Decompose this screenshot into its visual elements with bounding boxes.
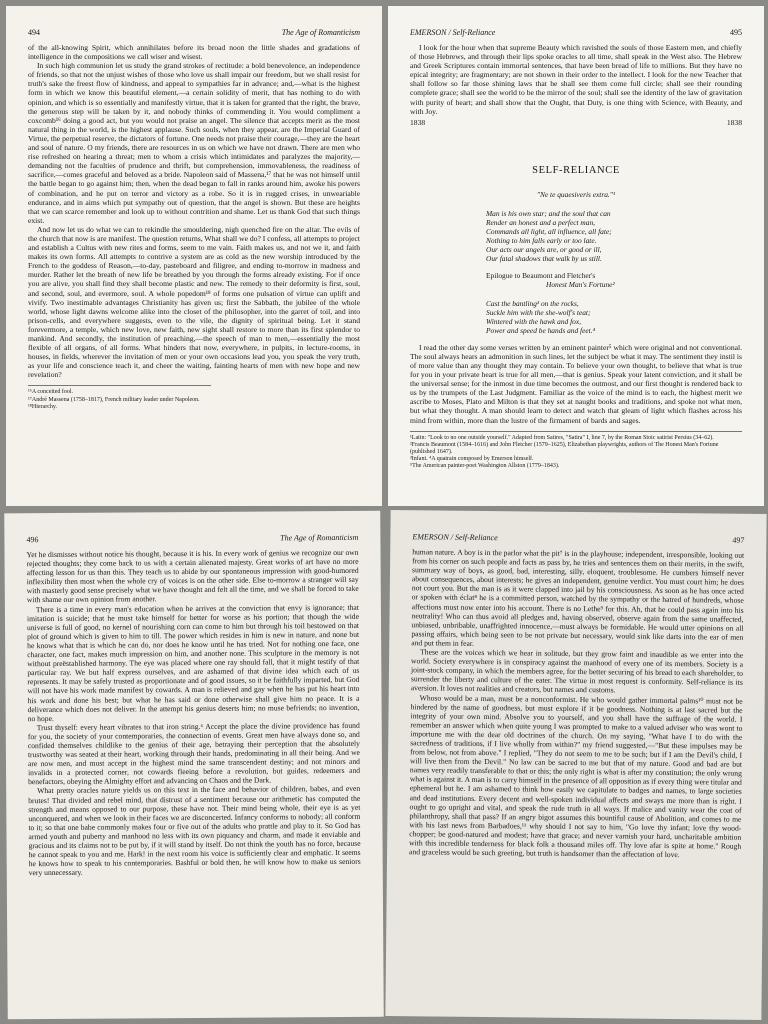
verse-line: Cast the bantling³ on the rocks, bbox=[486, 298, 579, 308]
verse-line: Wintered with the hawk and fox, bbox=[486, 316, 581, 326]
body-text bbox=[26, 548, 360, 878]
stanza bbox=[486, 209, 742, 263]
footnote: ⁵The American painter-poet Washington Allston (1779–1843). bbox=[410, 463, 560, 470]
paragraph: In such high communion let us study the grand strokes of rectitude: a bold benevolence, an independence of friends, so that not the unjust wishes of those who love us shall impair our freedom, but we shall resist for truth's sake the freest flow of kindness, and appeal to sympathies far in advance; and,—what is the highest form in which we know this beautiful element,—a certain solidity of merit, that has nothing to do with opinion, and which is so essentially and manifestly virtue, that it is taken for granted that the right, the brave, the generous step will be taken by it, and nobody thinks of commending it. You would compliment a coxcomb¹⁶ doing a good act, but you would not praise an angel. The silence that accepts merit as the most natural thing in the world, is the highest applause. Such souls, when they appear, are the Imperial Guard of Virtue, the perpetual reserve, the dictators of fortune. One needs not praise their courage,—they are the heart and soul of nature. O my friends, there are resources in us on which we have not drawn. There are men who rise refreshed on hearing a threat; men to whom a crisis which intimidates and paralyzes the majority,—demanding not the faculties of prudence and thrift, but comprehension, immovableness, the readiness of sacrifice,—comes graceful and beloved as a bride. Napoleon said of Massena,¹⁷ that he was not himself until the battle began to go against him; then, when the dead began to fall in ranks around him, awoke his powers of combination, and he put on terror and victory as a robe. So it is in rugged crises, in unweariable endurance, and in aims which put sympathy out of question, that the angel is shown. But these are heights that we can scarce remember and look up to without contrition and shame. Let us thank God that such things exist. bbox=[28, 61, 360, 225]
paragraph: I read the other day some verses written by an eminent painter⁵ which were original and not conventional. The soul always hears an admonition in such lines, let the subject be what it may. The sentiment they instil is of more value than any thought they may contain. To believe your own thought, to believe that what is true for you in your private heart is true for all men,—that is genius. Speak your latent conviction, and it shall be the universal sense; for the inmost in due time becomes the outmost, and our first thought is rendered back to us by the trumpets of the Last Judgment. Familiar as the voice of the mind is to each, the highest merit we ascribe to Moses, Plato and Milton is that they set at naught books and traditions, and spoke not what men, but what they thought. A man should learn to detect and watch that gleam of light which flashes across his mind from within, more than the lustre of the firmament of bards and sages. bbox=[410, 342, 742, 425]
date-left: 1838 bbox=[410, 117, 426, 127]
paragraph: Whoso would be a man, must be a nonconformist. He who would gather immortal palms¹⁰ must not be hindered by the name of goodness, but must explore if it be goodness. Nothing is at last sacred but the integrity of your own mind. Absolve you to yourself, and you shall have the suffrage of the world. I remember an answer which when quite young I was prompted to make to a valued adviser who was wont to importune me with the dear old doctrines of the church. On my saying, "What have I to do with the sacredness of traditions, if I live wholly from within?" my friend suggested,—"But these impulses may be from below, not from above." I replied, "They do not seem to me to be such; but if I am the Devil's child, I will live then from the Devil." No law can be sacred to me but that of my nature. Good and bad are but names very readily transferable to that or this; the only right is what is after my constitution; the only wrong what is against it. A man is to carry himself in the presence of all opposition as if every thing were titular and ephemeral but he. I am ashamed to think how easily we capitulate to badges and names, to large societies and dead institutions. Every decent and well-spoken individual affects and sways me more than is right. I ought to go upright and vital, and speak the rude truth in all ways. If malice and vanity wear the coat of philanthropy, shall that pass? If an angry bigot assumes this bountiful cause of Abolition, and comes to me with his last news from Barbadoes,¹¹ why should I not say to him, "Go love thy infant; love thy wood-chopper; be good-natured and modest; have that grace; and never varnish your hard, uncharitable ambition with this incredible tenderness for black folk a thousand miles off. Thy love afar is spite at home." Rough and graceless would be such greeting, but truth is handsomer than the affectation of love. bbox=[409, 692, 743, 860]
epilogue-attribution: Epilogue to Beaumont and Fletcher's bbox=[486, 270, 596, 280]
paragraph: And now let us do what we can to rekindle the smouldering, nigh quenched fire on the altar. The evils of the church that now is are manifest. The question returns, What shall we do? I confess, all attempts to project and establish a Cultus with new rites and forms, seem to me vain. Faith makes us, and not we it, and faith makes its own forms. All attempts to contrive a system are as cold as the new worship introduced by the French to the goddess of Reason,—to-day, pasteboard and filigree, and ending to-morrow in madness and murder. Rather let the breath of new life be breathed by you through the forms already existing. For if once you are alive, you shall find they shall become plastic and new. The remedy to their deformity is first, soul, and second, soul, and evermore, soul. A whole popedom¹⁸ of forms one pulsation of virtue can uplift and vivify. Two inestimable advantages Christianity has given us; first the Sabbath, the jubilee of the whole world, whose light dawns welcome alike into the closet of the philosopher, into the garret of toil, and into prison-cells, and everywhere suggests, even to the vile, the dignity of spiritual being. Let it stand forevermore, a temple, which new love, new faith, new sight shall restore to more than its first splendor to mankind. And secondly, the institution of preaching,—the speech of man to men,—essentially the most flexible of all organs, of all forms. What hinders that now, everywhere, in pulpits, in lecture-rooms, in houses, in fields, wherever the invitation of men or your own occasions lead you, you speak the very truth, as your life and conscience teach it, and cheer the waiting, fainting hearts of men with new hope and new revelation? bbox=[28, 224, 360, 380]
paragraph: Trust thyself: every heart vibrates to that iron string.⁶ Accept the place the divine providence has found for you, the society of your contemporaries, the connection of events. Great men have always done so, and confided themselves childlike to the genius of their age, betraying their perception that the absolutely trustworthy was seated at their heart, working through their hands, predominating in all their being. And we are now men, and must accept in the highest mind the same transcendent destiny; and not minors and invalids in a protected corner, not cowards fleeing before a revolution, but guides, redeemers and benefactors, obeying the Almighty effort and advancing on Chaos and the Dark. bbox=[27, 720, 361, 787]
stanza bbox=[486, 299, 742, 335]
page-number: 496 bbox=[26, 535, 39, 545]
page-number: 497 bbox=[732, 535, 745, 545]
motto: "Ne te quaesiveris extra."¹ bbox=[536, 189, 616, 199]
verse-line: Our acts our angels are, or good or ill, bbox=[486, 244, 602, 254]
body-text bbox=[28, 43, 360, 379]
date-right: 1838 bbox=[726, 117, 742, 127]
body-text bbox=[410, 43, 742, 116]
footnotes bbox=[28, 385, 211, 411]
verse-line: Suckle him with the she-wolf's teat; bbox=[486, 307, 591, 317]
page-496 bbox=[4, 511, 384, 1020]
page-494 bbox=[6, 6, 382, 506]
paragraph: I look for the hour when that supreme Beauty which ravished the souls of those Eastern men, and chiefly of those Hebrews, and through their lips spoke oracles to all time, shall speak in the West also. The Hebrew and Greek Scriptures contain immortal sentences, that have been bread of life to millions. But they have no epical integrity; are fragmentary; are not shown in their order to the intellect. I look for the new Teacher that shall follow so far those shining laws that he shall see them come full circle; shall see their rounding complete grace; shall see the world to be the mirror of the soul; shall see the identity of the law of gravitation with purity of heart; and shall show that the Ought, that Duty, is one thing with Science, with Beauty, and with Joy. bbox=[410, 43, 742, 116]
footnote: ¹⁷André Massena (1758–1817), French military leader under Napoleon. bbox=[28, 396, 200, 403]
verse-line: Nothing to him falls early or too late. bbox=[486, 235, 597, 245]
page-number: 494 bbox=[28, 28, 40, 37]
paragraph: human nature. A boy is in the parlor what the pit⁷ is in the playhouse; independent, irresponsible, looking out from his corner on such people and facts as pass by, he tries and sentences them on their merits, in the swift, summary way of boys, as good, bad, interesting, silly, eloquent, troublesome. He cumbers himself never about consequences, about interests; he gives an independent, genuine verdict. You must court him; he does not court you. But the man is as it were clapped into jail by his consciousness. As soon as he has once acted or spoken with éclat⁸ he is a committed person, watched by the sympathy or the hatred of hundreds, whose affections must now enter into his account. There is no Lethe⁹ for this. Ah, that he could pass again into his neutrality! Who can thus avoid all pledges and, having observed, observe again from the same unaffected, unbiased, unbribable, unaffrighted innocence,—must always be formidable. He would utter opinions on all passing affairs, which being seen to be not private but necessary, would sink like darts into the ear of men and put them in fear. bbox=[411, 547, 745, 648]
running-head bbox=[412, 532, 744, 544]
footnote: ¹⁸Hierarchy. bbox=[28, 403, 57, 410]
footnotes bbox=[410, 431, 742, 471]
page-495 bbox=[388, 6, 764, 506]
paragraph: of the all-knowing Spirit, which annihilates before its broad noon the little shades and gradations of intelligence in the compositions we call wiser and wisest. bbox=[28, 43, 360, 62]
footnote: ¹Latin: "Look to no one outside yourself." Adapted from Satires, "Satira" I, line 7, by the Roman Stoic satirist Persius (34–62). bbox=[410, 434, 714, 441]
footnote: ¹⁶A conceited fool. bbox=[28, 389, 74, 396]
body-text bbox=[409, 547, 744, 860]
running-title: EMERSON / Self-Reliance bbox=[412, 532, 498, 543]
running-head bbox=[410, 28, 742, 37]
footnote: ²Francis Beaumont (1584–1616) and John Fletcher (1579–1625), Elizabethan playwrights, authors of The Honest Man's Fortune (published 1647). bbox=[410, 441, 719, 455]
running-title: The Age of Romanticism bbox=[280, 532, 359, 543]
verse-line: Man is his own star; and the soul that can bbox=[486, 208, 611, 218]
section-title: SELF-RELIANCE bbox=[532, 164, 620, 176]
page-497 bbox=[385, 510, 766, 1020]
paragraph: What pretty oracles nature yields us on this text in the face and behavior of children, babes, and even brutes! That divided and rebel mind, that distrust of a sentiment because our arithmetic has computed the strength and means opposed to our purpose, these have not. Their mind being whole, their eye is as yet unconquered, and when we look in their faces we are disconcerted. Infancy conforms to nobody; all conform to it; so that one babe commonly makes four or five out of the adults who prattle and play to it. So God has armed youth and puberty and manhood no less with its own piquancy and charm, and made it enviable and gracious and its claims not to be put by, if it will stand by itself. Do not think the youth has no force, because he cannot speak to you and me. Hark! in the next room his voice is sufficiently clear and emphatic. It seems he knows how to speak to his contemporaries. Bashful or bold then, he will know how to make us seniors very unnecessary. bbox=[28, 784, 361, 878]
epilogue-source: Honest Man's Fortune² bbox=[546, 279, 615, 289]
verse-line: Commands all light, all influence, all fate; bbox=[486, 226, 612, 236]
running-title: EMERSON / Self-Reliance bbox=[410, 28, 496, 37]
page-number: 495 bbox=[730, 28, 742, 37]
paragraph: There is a time in every man's education when he arrives at the conviction that envy is ignorance; that imitation is suicide; that he must take himself for better for worse as his portion; that though the wide universe is full of good, no kernel of nourishing corn can come to him but through his toil bestowed on that plot of ground which is given to him to till. The power which resides in him is new in nature, and none but he knows what that is which he can do, nor does he know until he has tried. Not for nothing one face, one character, one fact, makes much impression on him, and another none. This sculpture in the memory is not without preëstablished harmony. The eye was placed where one ray should fall, that it might testify of that particular ray. We but half express ourselves, and are ashamed of that divine idea which each of us represents. It may be safely trusted as proportionate and of good issues, so it be faithfully imparted, but God will not have his work made manifest by cowards. A man is relieved and gay when he has put his heart into his work and done his best; but what he has said or done otherwise shall give him no peace. It is a deliverance which does not deliver. In the attempt his genius deserts him; no muse befriends; no invention, no hope. bbox=[26, 602, 360, 723]
paragraph: These are the voices which we hear in solitude, but they grow faint and inaudible as we enter into the world. Society everywhere is in conspiracy against the manhood of every one of its members. Society is a joint-stock company, in which the members agree, for the better securing of his bread to each shareholder, to surrender the liberty and culture of the eater. The virtue in most request is conformity. Self-reliance is its aversion. It loves not realities and creators, but names and customs. bbox=[410, 647, 744, 695]
running-head bbox=[28, 28, 360, 37]
verse-line: Render an honest and a perfect man, bbox=[486, 217, 595, 227]
body-text bbox=[410, 343, 742, 425]
running-title: The Age of Romanticism bbox=[281, 28, 360, 37]
verse-line: Power and speed be hands and feet.⁴ bbox=[486, 325, 596, 335]
date-row bbox=[410, 118, 742, 127]
verse-line: Our fatal shadows that walk by us still. bbox=[486, 253, 602, 263]
epigraph bbox=[486, 190, 742, 335]
paragraph: Yet he dismisses without notice his thought, because it is his. In every work of genius we recognize our own rejected thoughts; they come back to us with a certain alienated majesty. Great works of art have no more affecting lesson for us than this. They teach us to abide by our spontaneous impression with good-humored inflexibility then most when the whole cry of voices is on the other side. Else to-morrow a stranger will say with masterly good sense precisely what we have thought and felt all the time, and we shall be forced to take with shame our own opinion from another. bbox=[26, 547, 359, 605]
running-head bbox=[26, 533, 358, 544]
footnote: ³Infant. ⁴A quatrain composed by Emerson himself. bbox=[410, 456, 534, 463]
